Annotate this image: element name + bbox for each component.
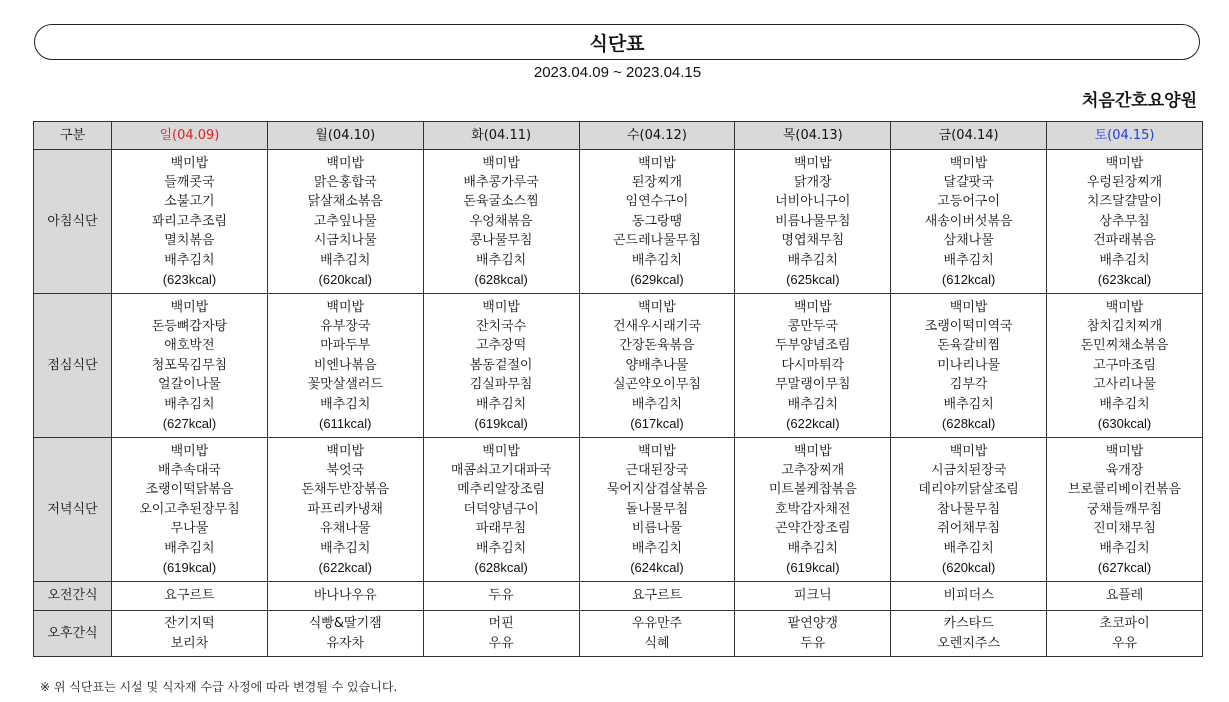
menu-item: 돈채두반장볶음 xyxy=(301,482,390,498)
menu-item: 파프리카냉채 xyxy=(307,501,383,517)
snack-item: 우유 xyxy=(1111,635,1138,651)
menu-item: 명엽채무침 xyxy=(781,233,845,249)
menu-item: 파래무침 xyxy=(475,521,527,537)
menu-item: 백미밥 xyxy=(949,299,988,315)
snack-cell-sun xyxy=(112,582,268,611)
menu-cell-mon xyxy=(267,438,423,582)
menu-item: 봄동겉절이 xyxy=(469,357,533,373)
snack-item: 머핀 xyxy=(488,616,514,632)
menu-cell-sat xyxy=(1047,438,1203,582)
snack-label: 오전간식 xyxy=(34,582,112,611)
menu-item: 청포묵김무침 xyxy=(151,357,228,373)
kcal-value: (617kcal) xyxy=(630,416,684,432)
menu-item: 너비아니구이 xyxy=(775,194,851,210)
menu-item: 백미밥 xyxy=(1105,443,1144,459)
menu-item: 무나물 xyxy=(170,521,209,537)
header-day-thu: 목(04.13) xyxy=(735,122,891,150)
menu-item: 미트볼케찹볶음 xyxy=(768,482,857,498)
header-row xyxy=(34,122,1203,150)
menu-item: 근대된장국 xyxy=(625,462,689,478)
menu-item: 배추김치 xyxy=(164,396,215,412)
kcal-value: (619kcal) xyxy=(786,560,840,576)
snack-cell-tue xyxy=(423,611,579,657)
menu-item: 잔치국수 xyxy=(475,318,527,334)
menu-cell-sat xyxy=(1047,294,1203,438)
menu-item: 백미밥 xyxy=(326,155,365,171)
menu-item: 배추김치 xyxy=(475,396,527,412)
menu-item: 참치김치찌개 xyxy=(1086,318,1163,334)
kcal-value: (625kcal) xyxy=(786,272,840,288)
menu-item: 소불고기 xyxy=(164,194,215,210)
menu-item: 백미밥 xyxy=(793,299,832,315)
menu-item: 고추장찌개 xyxy=(781,462,845,478)
menu-item: 매콤쇠고기대파국 xyxy=(450,462,552,478)
menu-item: 배추김치 xyxy=(943,396,994,412)
menu-item: 꽈리고추조림 xyxy=(151,213,228,229)
menu-cell-fri xyxy=(891,294,1047,438)
snack-item: 두유 xyxy=(488,588,514,604)
snack-cell-wed xyxy=(579,582,735,611)
menu-item: 오이고추된장무침 xyxy=(139,501,240,517)
menu-item: 배추김치 xyxy=(320,396,371,412)
kcal-value: (630kcal) xyxy=(1097,416,1152,432)
snack-item: 두유 xyxy=(800,635,826,651)
menu-item: 배추김치 xyxy=(631,396,683,412)
kcal-value: (622kcal) xyxy=(318,560,372,576)
menu-item: 브로콜리베이컨볶음 xyxy=(1068,482,1182,498)
snack-cell-wed xyxy=(579,611,735,657)
snack-cell-mon xyxy=(267,582,423,611)
snack-item: 팥연양갱 xyxy=(787,616,838,632)
menu-item: 백미밥 xyxy=(793,443,832,459)
menu-item: 김실파무침 xyxy=(469,377,533,393)
menu-item: 메추리알장조림 xyxy=(457,482,546,498)
kcal-value: (627kcal) xyxy=(162,416,217,432)
menu-item: 실곤약오이무침 xyxy=(613,377,701,393)
menu-item: 곤드레나물무침 xyxy=(613,233,701,249)
meal-row xyxy=(34,438,1203,582)
menu-item: 배추김치 xyxy=(943,252,994,268)
header-day-sun: 일(04.09) xyxy=(112,122,268,150)
menu-item: 고구마조림 xyxy=(1093,357,1156,373)
menu-item: 비엔나볶음 xyxy=(313,357,377,373)
snack-cell-fri xyxy=(891,611,1047,657)
menu-item: 참나물무침 xyxy=(937,501,1001,517)
kcal-value: (611kcal) xyxy=(319,416,372,432)
snack-item: 잔기지떡 xyxy=(164,616,215,632)
menu-item: 치즈달걀말이 xyxy=(1086,194,1163,210)
menu-item: 달걀팟국 xyxy=(943,174,994,190)
snack-item: 오렌지주스 xyxy=(937,635,1001,651)
menu-cell-thu xyxy=(735,438,891,582)
menu-item: 새송이버섯볶음 xyxy=(924,213,1013,229)
menu-item: 배추속대국 xyxy=(158,462,221,478)
menu-item: 얼갈이나물 xyxy=(158,377,221,393)
menu-item: 고추잎나물 xyxy=(313,213,377,229)
menu-cell-mon xyxy=(267,150,423,294)
snack-row xyxy=(34,611,1203,657)
kcal-value: (612kcal) xyxy=(941,272,996,288)
menu-item: 배추김치 xyxy=(943,540,994,556)
meal-row xyxy=(34,294,1203,438)
snack-item: 식빵&딸기잼 xyxy=(308,616,382,632)
kcal-value: (623kcal) xyxy=(162,272,217,288)
menu-item: 상추무침 xyxy=(1099,213,1150,229)
snack-item: 비피더스 xyxy=(943,588,994,604)
menu-item: 고등어구이 xyxy=(937,194,1001,210)
kcal-value: (628kcal) xyxy=(474,272,528,288)
meal-label: 아침식단 xyxy=(34,150,112,294)
kcal-value: (619kcal) xyxy=(162,560,217,576)
menu-item: 동그랑땡 xyxy=(631,213,683,229)
menu-item: 돈육굴소스찜 xyxy=(463,194,539,210)
menu-item: 배추김치 xyxy=(475,252,527,268)
menu-item: 백미밥 xyxy=(482,299,520,315)
menu-item: 우렁된장찌개 xyxy=(1086,174,1163,190)
header-category: 구분 xyxy=(34,122,112,150)
menu-item: 닭개장 xyxy=(793,174,832,190)
snack-item: 우유만주 xyxy=(631,616,683,632)
header-day-mon: 월(04.10) xyxy=(267,122,423,150)
menu-item: 백미밥 xyxy=(326,443,365,459)
menu-item: 백미밥 xyxy=(1105,155,1144,171)
menu-cell-wed xyxy=(579,150,735,294)
snack-cell-thu xyxy=(735,582,891,611)
menu-item: 콩만두국 xyxy=(787,318,838,334)
header-day-tue: 화(04.11) xyxy=(423,122,579,150)
header-day-wed: 수(04.12) xyxy=(579,122,735,150)
menu-item: 간장돈육볶음 xyxy=(619,338,695,354)
menu-cell-thu xyxy=(735,294,891,438)
menu-item: 애호박전 xyxy=(164,338,215,354)
menu-item: 백미밥 xyxy=(638,299,676,315)
menu-item: 임연수구이 xyxy=(625,194,689,210)
menu-item: 건새우시래기국 xyxy=(613,318,701,334)
menu-item: 배추김치 xyxy=(320,540,371,556)
menu-item: 삼채나물 xyxy=(943,233,994,249)
menu-item: 백미밥 xyxy=(482,443,520,459)
menu-item: 유부장국 xyxy=(320,318,371,334)
snack-cell-sun xyxy=(112,611,268,657)
menu-item: 배추김치 xyxy=(787,540,838,556)
snack-item: 보리차 xyxy=(170,635,209,651)
menu-cell-thu xyxy=(735,150,891,294)
snack-item: 유자차 xyxy=(326,635,365,651)
kcal-value: (620kcal) xyxy=(941,560,996,576)
menu-cell-sun xyxy=(112,294,268,438)
menu-item: 배추김치 xyxy=(787,396,838,412)
kcal-value: (628kcal) xyxy=(474,560,528,576)
menu-cell-tue xyxy=(423,438,579,582)
menu-item: 미나리나물 xyxy=(937,357,1001,373)
menu-item: 무말랭이무침 xyxy=(775,377,851,393)
menu-item: 육개장 xyxy=(1105,462,1144,478)
page-title-box xyxy=(34,24,1200,60)
menu-item: 배추김치 xyxy=(164,540,215,556)
facility-name: 처음간호요양원 xyxy=(1082,91,1197,111)
menu-item: 백미밥 xyxy=(170,443,209,459)
snack-item: 피크닉 xyxy=(793,588,832,604)
menu-item: 백미밥 xyxy=(793,155,832,171)
kcal-value: (622kcal) xyxy=(786,416,840,432)
snack-cell-thu xyxy=(735,611,891,657)
menu-item: 유채나물 xyxy=(320,521,371,537)
snack-item: 초코파이 xyxy=(1099,616,1150,632)
menu-item: 닭살채소볶음 xyxy=(307,194,383,210)
menu-cell-sat xyxy=(1047,150,1203,294)
header-day-fri: 금(04.14) xyxy=(891,122,1047,150)
menu-item: 돌나물무침 xyxy=(625,501,689,517)
snack-label: 오후간식 xyxy=(34,611,112,657)
kcal-value: (623kcal) xyxy=(1097,272,1152,288)
menu-item: 배추김치 xyxy=(631,252,683,268)
menu-cell-mon xyxy=(267,294,423,438)
header-day-sat: 토(04.15) xyxy=(1047,122,1203,150)
menu-item: 곤약간장조림 xyxy=(775,521,851,537)
menu-item: 백미밥 xyxy=(482,155,520,171)
menu-item: 배추김치 xyxy=(1099,252,1150,268)
menu-item: 우엉채볶음 xyxy=(469,213,533,229)
menu-item: 호박감자채전 xyxy=(775,501,851,517)
menu-item: 배추김치 xyxy=(787,252,838,268)
snack-cell-sat xyxy=(1047,611,1203,657)
menu-item: 배추김치 xyxy=(320,252,371,268)
menu-item: 마파두부 xyxy=(320,338,371,354)
menu-item: 돈등뼈감자탕 xyxy=(151,318,228,334)
menu-item: 백미밥 xyxy=(326,299,365,315)
snack-item: 카스타드 xyxy=(943,616,994,632)
menu-item: 비름나물무침 xyxy=(775,213,851,229)
menu-item: 백미밥 xyxy=(170,155,209,171)
menu-item: 들깨콧국 xyxy=(164,174,215,190)
date-range: 2023.04.09 ~ 2023.04.15 xyxy=(533,64,702,81)
menu-item: 백미밥 xyxy=(170,299,209,315)
snack-item: 우유 xyxy=(488,635,514,651)
menu-item: 돈육갈비찜 xyxy=(937,338,1001,354)
menu-item: 건파래볶음 xyxy=(1093,233,1156,249)
menu-item: 시금치된장국 xyxy=(930,462,1007,478)
menu-item: 배추김치 xyxy=(1099,396,1150,412)
kcal-value: (619kcal) xyxy=(474,416,528,432)
snack-item: 바나나우유 xyxy=(313,588,377,604)
menu-item: 고추장떡 xyxy=(475,338,527,354)
menu-item: 백미밥 xyxy=(1105,299,1144,315)
snack-item: 요구르트 xyxy=(164,588,215,604)
menu-cell-fri xyxy=(891,150,1047,294)
snack-cell-tue xyxy=(423,582,579,611)
menu-item: 고사리나물 xyxy=(1093,377,1156,393)
kcal-value: (629kcal) xyxy=(630,272,684,288)
menu-item: 맑은홍합국 xyxy=(313,174,377,190)
menu-cell-sun xyxy=(112,438,268,582)
meal-row xyxy=(34,150,1203,294)
snack-cell-fri xyxy=(891,582,1047,611)
menu-item: 조랭이떡미역국 xyxy=(924,318,1013,334)
menu-item: 배추김치 xyxy=(164,252,215,268)
menu-item: 백미밥 xyxy=(638,155,676,171)
menu-item: 김부각 xyxy=(949,377,988,393)
kcal-value: (627kcal) xyxy=(1097,560,1152,576)
menu-item: 배추김치 xyxy=(475,540,527,556)
menu-cell-fri xyxy=(891,438,1047,582)
meal-label: 저녁식단 xyxy=(34,438,112,582)
menu-item: 된장찌개 xyxy=(631,174,683,190)
menu-item: 더덕양념구이 xyxy=(463,501,539,517)
menu-item: 백미밥 xyxy=(949,155,988,171)
snack-item: 요플레 xyxy=(1105,588,1144,604)
menu-item: 조랭이떡닭볶음 xyxy=(145,482,234,498)
menu-item: 다시마튀각 xyxy=(781,357,845,373)
menu-item: 배추김치 xyxy=(1099,540,1150,556)
snack-item: 요구르트 xyxy=(631,588,683,604)
kcal-value: (628kcal) xyxy=(941,416,996,432)
snack-item: 식혜 xyxy=(644,635,670,651)
menu-item: 양배추나물 xyxy=(625,357,689,373)
snack-cell-sat xyxy=(1047,582,1203,611)
menu-table xyxy=(33,121,1203,657)
menu-cell-tue xyxy=(423,294,579,438)
meal-label: 점심식단 xyxy=(34,294,112,438)
snack-row xyxy=(34,582,1203,611)
kcal-value: (624kcal) xyxy=(630,560,684,576)
menu-cell-wed xyxy=(579,438,735,582)
snack-cell-mon xyxy=(267,611,423,657)
page-title: 식단표 xyxy=(589,32,645,55)
menu-item: 백미밥 xyxy=(638,443,676,459)
menu-item: 데리야끼닭살조림 xyxy=(918,482,1019,498)
menu-item: 백미밥 xyxy=(949,443,988,459)
menu-item: 궁채들깨무침 xyxy=(1086,501,1163,517)
menu-cell-tue xyxy=(423,150,579,294)
menu-item: 두부양념조림 xyxy=(775,338,851,354)
menu-item: 멸치볶음 xyxy=(164,233,215,249)
menu-item: 꽃맛살샐러드 xyxy=(307,377,383,393)
kcal-value: (620kcal) xyxy=(318,272,372,288)
menu-item: 시금치나물 xyxy=(313,233,377,249)
menu-item: 진미채무침 xyxy=(1093,521,1156,537)
menu-item: 배추김치 xyxy=(631,540,683,556)
menu-item: 배추콩가루국 xyxy=(463,174,539,190)
menu-item: 북엇국 xyxy=(326,462,365,478)
menu-item: 돈민찌채소볶음 xyxy=(1080,338,1169,354)
menu-item: 비름나물 xyxy=(631,521,683,537)
menu-item: 콩나물무침 xyxy=(469,233,533,249)
menu-item: 묵어지삼겹살볶음 xyxy=(606,482,708,498)
footnote: ※ 위 식단표는 시설 및 식자재 수급 사정에 따라 변경될 수 있습니다. xyxy=(40,680,398,694)
menu-cell-wed xyxy=(579,294,735,438)
menu-cell-sun xyxy=(112,150,268,294)
menu-item: 쥐어채무침 xyxy=(937,521,1001,537)
